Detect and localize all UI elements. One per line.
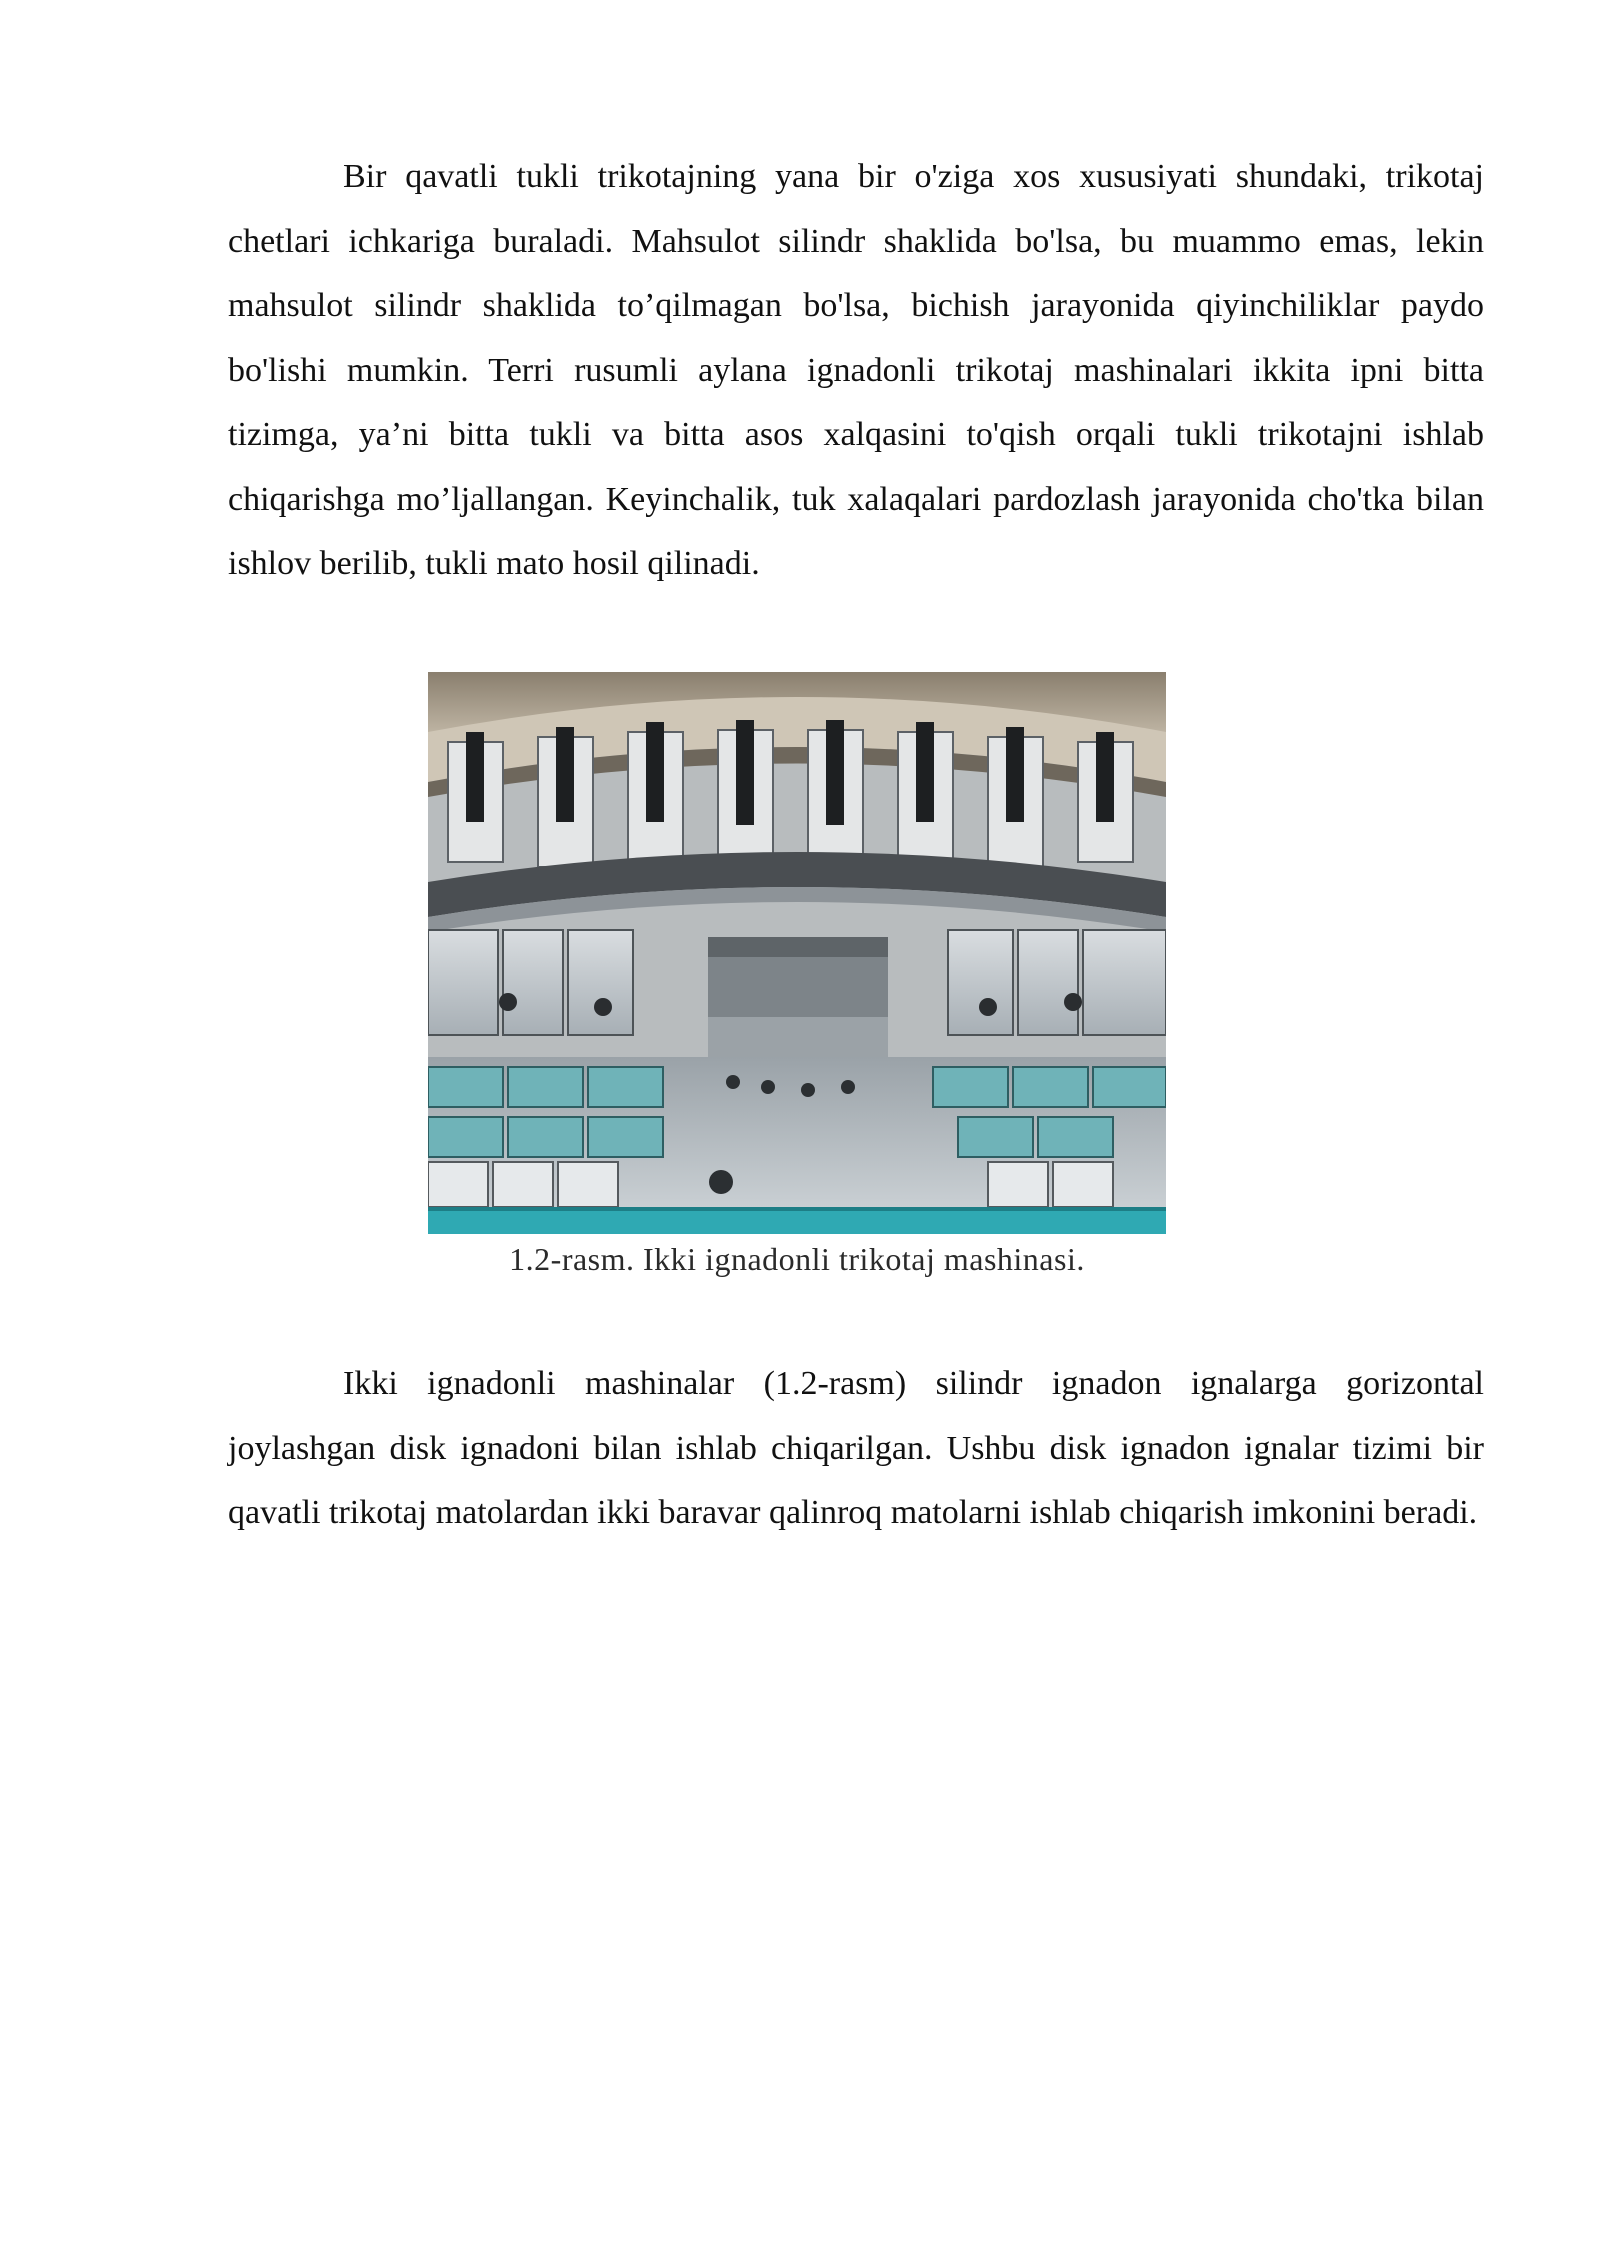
paragraph: Ikki ignadonli mashinalar (1.2-rasm) silindr ignadon ignalarga gorizontal joylashgan disk ignadoni bilan ishlab chiqarilgan. Ushbu disk ignadon ignalar tizimi bir qavatli trikotaj matolardan ikki baravar qalinroq matolarni ishlab chiqarish imkonini beradi. xyxy=(228,1365,1484,1531)
paragraph: Bir qavatli tukli trikotajning yana bir o'ziga xos xususiyati shundaki, trikotaj chetlari ichkariga buraladi. Mahsulot silindr shaklida bo'lsa, bu muammo emas, lekin mahsulot silindr shaklida to’qilmagan bo'lsa, bichish jarayonida qiyinchiliklar paydo bo'lishi mumkin. Terri rusumli aylana ignadonli trikotaj mashinalari ikkita ipni bitta tizimga, ya’ni bitta tukli va bitta asos xalqasini to'qish orqali tukli trikotajni ishlab chiqarishga mo’ljallangan. Keyinchalik, tuk xalaqalari pardozlash jarayonida cho'tka bilan ishlov berilib, tukli mato hosil qilinadi. xyxy=(228,158,1484,582)
figure xyxy=(428,672,1166,1278)
knitting-machine-photo xyxy=(428,672,1166,1234)
figure-caption: 1.2-rasm. Ikki ignadonli trikotaj mashinasi. xyxy=(509,1241,1085,1277)
